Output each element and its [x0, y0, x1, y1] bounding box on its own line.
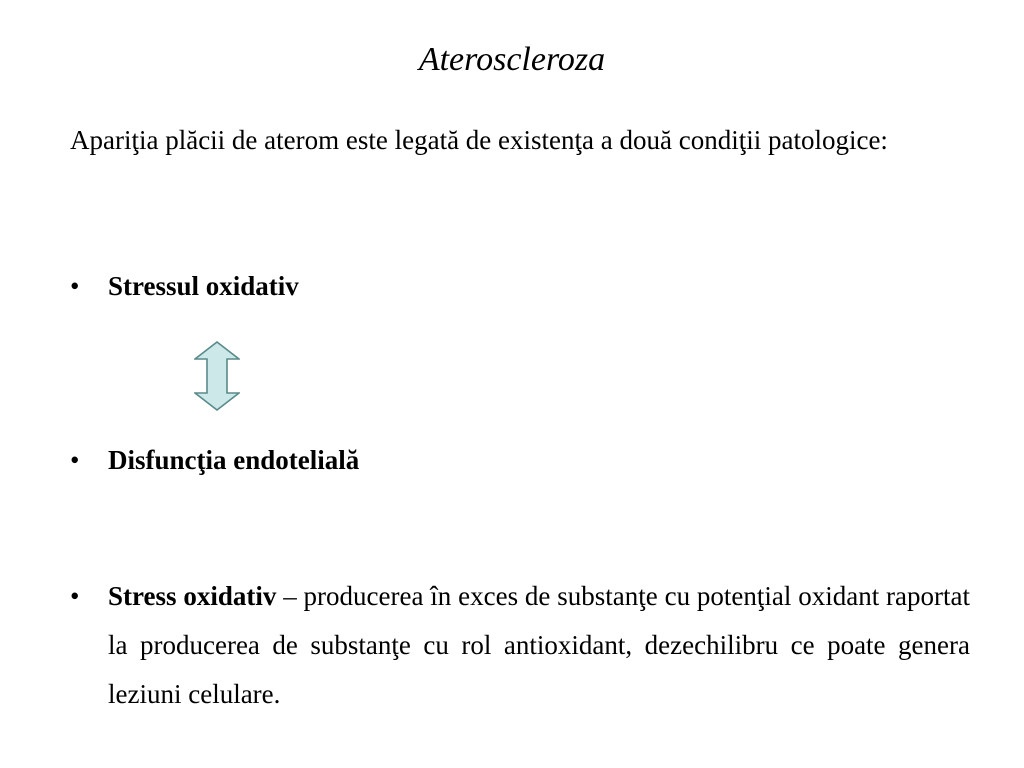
- bullet-term: Disfuncţia endotelială: [108, 445, 360, 475]
- double-arrow-vertical-icon: [194, 341, 240, 411]
- intro-paragraph: Apariţia plăcii de aterom este legată de existenţa a două condiţii patologice:: [70, 125, 888, 155]
- bullet-icon: •: [70, 445, 80, 475]
- double-arrow-shape: [195, 342, 239, 410]
- bullet-item-stressul-oxidativ: [70, 262, 970, 311]
- bullet-term: Stress oxidativ: [108, 581, 277, 611]
- bullet-term: Stressul oxidativ: [108, 271, 299, 301]
- bullet-item-stress-oxidativ-definition: [70, 572, 970, 719]
- bullet-icon: •: [70, 271, 80, 301]
- bullet-description: – producerea în exces de substanţe cu potenţial oxidant raportat la producerea de substanţe cu rol antioxidant, dezechilibru ce poate genera leziuni celulare.: [108, 581, 970, 709]
- slide-title: Ateroscleroza: [418, 41, 606, 78]
- bullet-item-disfunctia-endoteliala: [70, 436, 970, 485]
- bullet-icon: •: [70, 581, 80, 611]
